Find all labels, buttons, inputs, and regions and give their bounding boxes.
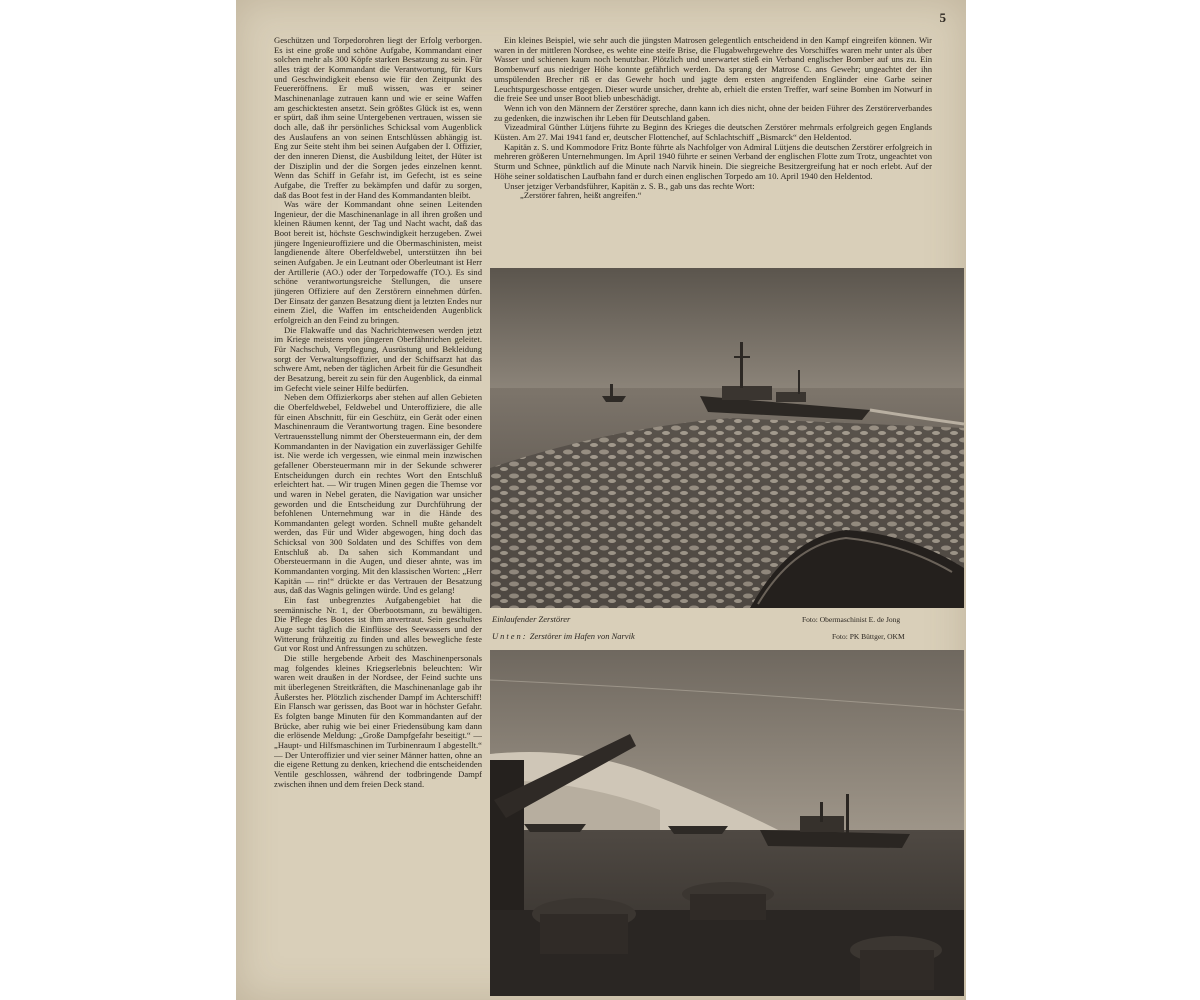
paragraph: Neben dem Offizierkorps aber stehen auf allen Gebieten die Oberfeldwebel, Feldwebel und Unteroffiziere, die alle für einen Abschnitt, für ein Geschütz, ein Gerät oder einen Maschinenraum die Verantwortung tragen. Eine besondere Vertrauensstellung nimmt der Obersteuermann ein, der dem Kommandanten in der Navigation ein zuverlässiger Gehilfe ist. Nie werde ich vergessen, wie einmal mein inzwischen gefallener Obersteuermann mir in der Sekunde schwerer Entscheidungen durch ein rechtes Wort den Entschluß erleichtert hat. — Wir trugen Minen gegen die Themse vor und waren in Nebel geraten, die Navigation war unsicher geworden und die Entscheidung zur Durchführung der befohlenen Unternehmung war in die Hände des Kommandanten gelegt worden. Schnell mußte gehandelt werden, das Für und Wider abgewogen, hing doch das Schicksal von 300 Soldaten und des Schiffes von dem Entschluß ab. Da sahen sich Kommandant und Obersteuermann in die Augen, und dieser ahnte, was im Kommandanten vorging. Mit den klassischen Worten: „Herr Kapitän — rin!“ drückte er das Vertrauen der Besatzung aus, daß das Wagnis gelingen würde. Und es gelang! (274, 392, 482, 596)
bottom-photo-credit: Foto: PK Büttger, OKM (832, 632, 905, 641)
paragraph: Die stille hergebende Arbeit des Maschinenpersonals mag folgendes kleines Kriegserlebnis beleuchten: Wir waren weit draußen in der Nordsee, der Feind suchte uns mit überlegenen Streitkräften, die Maschinenanlage gab ihr Äußerstes her. Plötzlich zischender Dampf im Achterschiff! Ein Flansch war gerissen, das Boot war in höchster Gefahr. Es folgten bange Minuten für den Kommandanten auf der Brücke, aber ruhig wie bei einer Friedensübung kam dann die erlösende Meldung: „Große Dampfgefahr beseitigt.“ — „Haupt- und Hilfsmaschinen im Turbinenraum I abgestellt.“ — Der Unteroffizier und vier seiner Männer hatten, ohne an die eigene Rettung zu denken, kriechend die entscheidenden Ventile geschlossen, während der todbringende Dampf zwischen ihnen und dem freien Deck stand. (274, 653, 482, 789)
paragraph: Ein fast unbegrenztes Aufgabengebiet hat die seemännische Nr. 1, der Oberbootsmann, zu bewältigen. Die Pflege des Bootes ist ihm anvertraut. Sein geschultes Auge sucht täglich die Einflüsse des Seewassers und der Witterung frühzeitig zu finden und alles bewegliche feste Gut vor Rost und Anfressungen zu schützen. (274, 595, 482, 654)
paragraph: Vizeadmiral Günther Lütjens führte zu Beginn des Krieges die deutschen Zerstörer mehrmals erfolgreich gegen Englands Küsten. Am 27. Mai 1941 fand er, deutscher Flottenchef, auf Schlachtschiff „Bismarck“ den Heldentod. (494, 122, 932, 143)
caption-label: Unten: (492, 631, 528, 641)
paragraph: Ein kleines Beispiel, wie sehr auch die jüngsten Matrosen gelegentlich entscheidend in den Kampf eingreifen können. Wir waren in der mittleren Nordsee, es wehte eine steife Brise, die Flugabwehrgewehre des Vorschiffes waren mehr unter als über Wasser und schienen kaum noch benutzbar. Plötzlich und unerwartet stieß ein Verband englischer Bomber auf uns zu. Ein Bombenwurf aus niedriger Höhe konnte gefährlich werden. Da sprang der Matrose C. ans Gewehr; ungeachtet der ihn umspülenden Brecher riß er das Gewehr hoch und jagte dem ersten angreifenden Engländer eine Garbe seiner Leuchtspurgeschosse entgegen. Dieser wurde unsicher, drehte ab, erhielt die ersten Treffer, warf seine Bomben im Notwurf in die freie See und unser Boot blieb unbeschädigt. (494, 36, 932, 104)
closing-quote: „Zerstörer fahren, heißt angreifen.“ (520, 190, 642, 201)
caption-text: Zerstörer im Hafen von Narvik (527, 631, 635, 641)
top-photo-credit: Foto: Obermaschinist E. de Jong (802, 615, 901, 624)
paragraph: Wenn ich von den Männern der Zerstörer spreche, dann kann ich dies nicht, ohne der beiden Führer des Zerstörerverbandes zu gedenken, die inzwischen ihr Leben für Deutschland gaben. (494, 102, 932, 123)
paragraph: Geschützen und Torpedorohren liegt der Erfolg verborgen. Es ist eine große und schöne Aufgabe, Kommandant einer solchen mehr als 300 Köpfe starken Besatzung zu sein. Für alles trägt der Kommandant die Verantwortung, für Kurs und Geschwindigkeit ebenso wie für den Zeitpunkt des Feuereröffnens. Er muß wissen, was er seiner Maschinenanlage zutrauen kann und wie er seine Waffen am geschicktesten ansetzt. Sein größtes Glück ist es, wenn er spürt, daß ihm seine Untergebenen vertrauen, wissen sie doch alle, daß ihr persönliches Schicksal vom Augenblick des Auslaufens an von seinen Entschlüssen abhängig ist. Eng zur Seite steht ihm bei seinen Aufgaben der I. Offizier, der den inneren Dienst, die Ausbildung leitet, der Hüter ist der Disziplin und der die Sorgen jedes einzelnen kennt. Wenn das Schiff in Gefahr ist, im Gefecht, ist es seine Aufgabe, die Treffer zu bekämpfen und dafür zu sorgen, daß das Boot fest in der Hand des Kommandanten bleibt. (274, 36, 482, 200)
narvik-harbor-photo (490, 650, 964, 996)
paragraph: Die Flakwaffe und das Nachrichtenwesen werden jetzt im Kriege meistens von jüngeren Oberfähnrichen geleitet. Für Nachschub, Verpflegung, Ausrüstung und Bekleidung sorgt der Verwaltungsoffizier, und der Schiffsarzt hat das schwere Amt, neben der täglichen Arbeit für die Gesundheit der Besatzung, bereit zu sein für den Augenblick, da einmal im Gefecht viele seiner Hilfe bedürfen. (274, 324, 482, 393)
magazine-page (236, 0, 966, 1000)
left-text-column (274, 36, 482, 942)
paragraph: Was wäre der Kommandant ohne seinen Leitenden Ingenieur, der die Maschinenanlage in all ihren großen und kleinen Räumen kennt, der Tag und Nacht wacht, daß das Boot bereit ist, höchste Geschwindigkeit herzugeben. Zwei jüngere Ingenieuroffiziere und die Obermaschinisten, meist langdienende ältere Oberfeldwebel, unterstützen ihn bei seinen Aufgaben. Je ein Leutnant oder Oberleutnant ist Herr der Artillerie (AO.) oder der Torpedowaffe (TO.). Es sind schöne verantwortungsreiche Stellungen, die unsere jüngeren Offiziere auf den Zerstörern einnehmen dürfen. Der Einsatz der ganzen Besatzung dient ja letzten Endes nur einem Ziel, die Waffen im entscheidenden Augenblick erfolgreich an den Feind zu bringen. (274, 199, 482, 326)
paragraph: Unser jetziger Verbandsführer, Kapitän z. S. B., gab uns das rechte Wort: (504, 180, 755, 191)
bottom-photo-caption (492, 631, 635, 641)
top-photo-caption: Einlaufender Zerstörer (492, 614, 571, 624)
destroyer-ice-photo (490, 268, 964, 608)
narvik-harbor-image (490, 650, 964, 996)
page-number: 5 (939, 10, 946, 25)
right-text-column (494, 36, 932, 242)
paragraph: Kapitän z. S. und Kommodore Fritz Bonte führte als Nachfolger von Admiral Lütjens die deutschen Zerstörer erfolgreich in mehreren größeren Unternehmungen. Im April 1940 führte er seinen Verband der englischen Flotte zum Trotz, ungeachtet von Sturm und Schnee, pünktlich auf die Minute nach Narvik hinein. Die siegreiche Besitzergreifung hat er noch erlebt. Auf der Höhe seiner soldatischen Laufbahn fand er durch einen englischen Torpedo am 10. April 1940 den Heldentod. (494, 141, 932, 181)
destroyer-ice-image (490, 268, 964, 608)
